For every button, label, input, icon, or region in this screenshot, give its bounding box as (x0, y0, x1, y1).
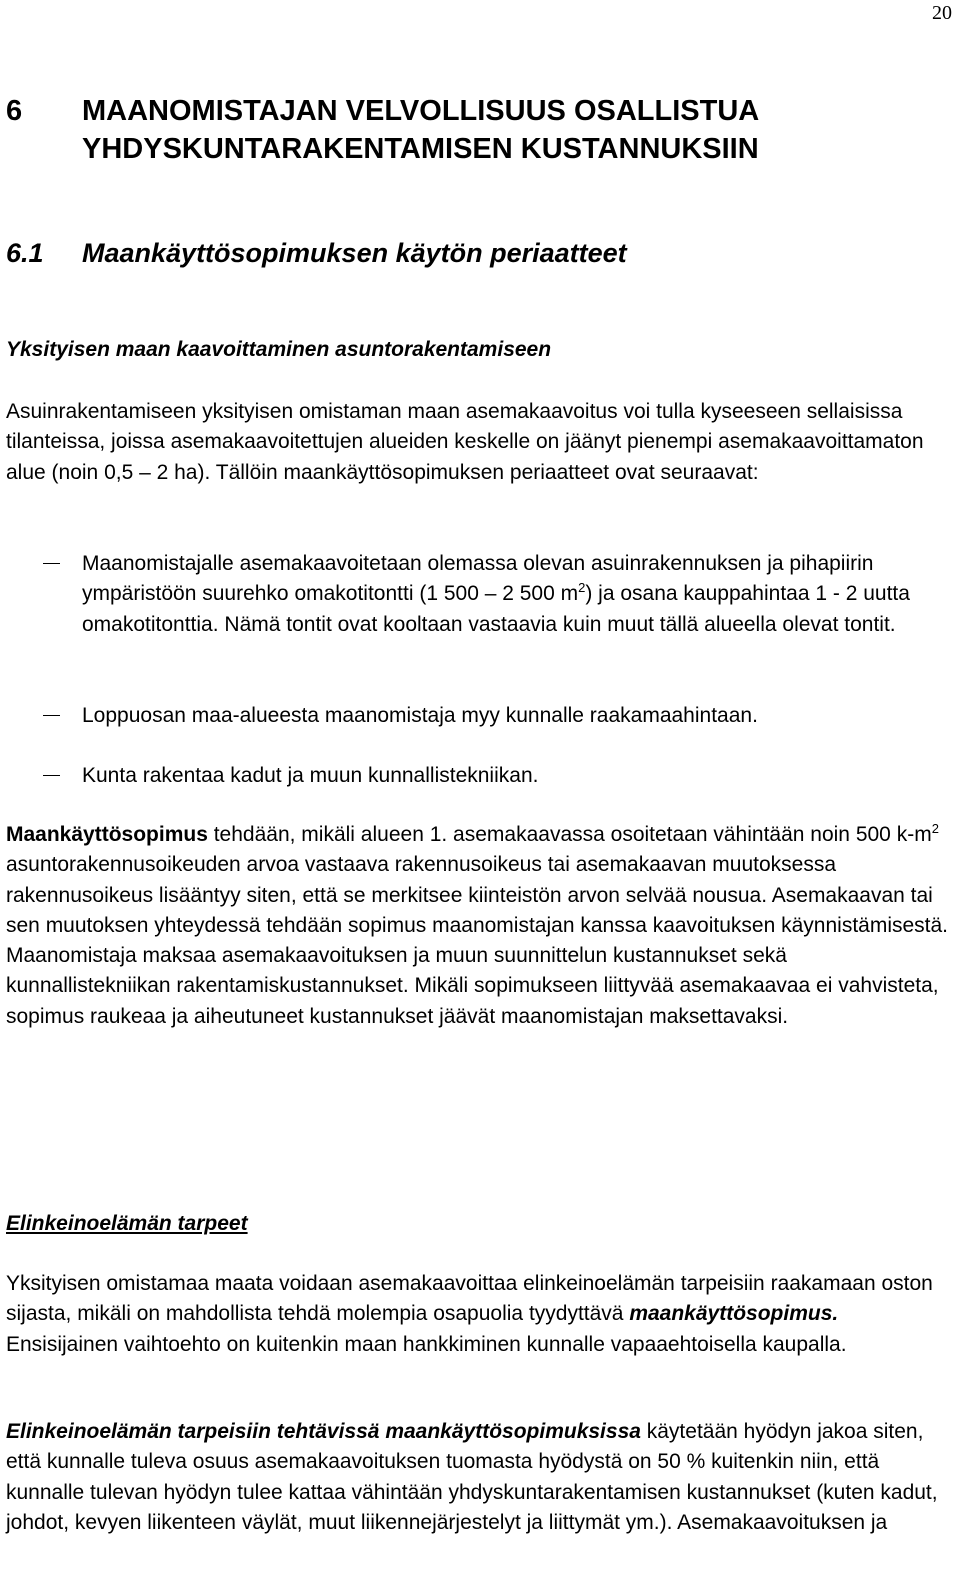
section-title: Maankäyttösopimuksen käytön periaatteet (82, 238, 627, 268)
list-item (6, 761, 956, 791)
page-number: 20 (932, 2, 952, 24)
dash-bullet-icon (6, 701, 82, 731)
subheading-business-needs: Elinkeinoelämän tarpeet (6, 1212, 248, 1235)
dash-bullet-icon (6, 549, 82, 640)
list-item-text: Kunta rakentaa kadut ja muun kunnallistekniikan. (82, 764, 539, 787)
paragraph-business-2: Elinkeinoelämän tarpeisiin tehtävissä maankäyttösopimuksissa käytetään hyödyn jakoa siten, että kunnalle tuleva osuus asemakaavoituksen tuomasta hyödystä on 50 % kuitenkin niin, että kunnalle tulevan hyödyn tulee kattaa vähintään yhdyskuntarakentamisen kustannukset (kuten kadut, johdot, kevyen liikenteen väylät, muut liikennejärjestelyt ja liittymät ym.). Asemakaavoituksen ja (6, 1420, 938, 1534)
chapter-title (82, 92, 759, 168)
paragraph-agreement: Maankäyttösopimus tehdään, mikäli alueen 1. asemakaavassa osoitetaan vähintään noin 500 $k-m^2$ asuntorakennusoikeuden arvoa vastaava rakennusoikeus tai asemakaavan muutoksessa rakennusoikeus lisääntyy siten, että se merkitsee kiinteistön arvon selvää nousua. Asemakaavan tai sen muutoksen yhteydessä tehdään sopimus maanomistajan kanssa kaavoituksen käynnistämisestä. Maanomistaja maksaa asemakaavoituksen ja muun suunnittelun kustannukset sekä kunnallistekniikan rakentamiskustannukset. Mikäli sopimukseen liittyvää asemakaavaa ei vahvisteta, sopimus raukeaa ja aiheutuneet kustannukset jäävät maanomistajan maksettavaksi. (6, 821, 949, 1028)
chapter-heading (6, 92, 759, 168)
dash-bullet-icon (6, 761, 82, 791)
subheading-private-land: Yksityisen maan kaavoittaminen asuntorakentamiseen (6, 338, 552, 361)
paragraph-intro: Asuinrakentamiseen yksityisen omistaman maan asemakaavoitus voi tulla kyseeseen sellaisissa tilanteissa, joissa asemakaavoitettujen alueiden keskelle on jäänyt pienempi asemakaavoittamaton alue (noin 0,5 – 2 ha). Tällöin maankäyttösopimuksen periaatteet ovat seuraavat: (6, 400, 924, 484)
list-item (6, 549, 956, 640)
section-heading (6, 235, 627, 271)
section-number: 6.1 (6, 238, 44, 268)
list-item-text: Maanomistajalle asemakaavoitetaan olemassa olevan asuinrakennuksen ja pihapiirin ympäristöön suurehko omakotitontti (1 500 – 2 500 $m^2$) ja osana kauppahintaa 1 - 2 uutta omakotitonttia. Nämä tontit ovat kooltaan vastaavia kuin muut tällä alueella olevat tontit. (82, 552, 910, 636)
list-item (6, 701, 956, 731)
chapter-title-line2: YHDYSKUNTARAKENTAMISEN KUSTANNUKSIIN (82, 133, 759, 165)
paragraph-business-1: Yksityisen omistamaa maata voidaan asemakaavoittaa elinkeinoelämän tarpeisiin raakamaan oston sijasta, mikäli on mahdollista tehdä molempia osapuolia tyydyttävä maankäyttösopimus. Ensisijainen vaihtoehto on kuitenkin maan hankkiminen kunnalle vapaaehtoisella kaupalla. (6, 1272, 933, 1356)
list-item-text: Loppuosan maa-alueesta maanomistaja myy kunnalle raakamaahintaan. (82, 704, 758, 727)
chapter-title-line1: MAANOMISTAJAN VELVOLLISUUS OSALLISTUA (82, 95, 760, 127)
chapter-number: 6 (6, 95, 23, 127)
